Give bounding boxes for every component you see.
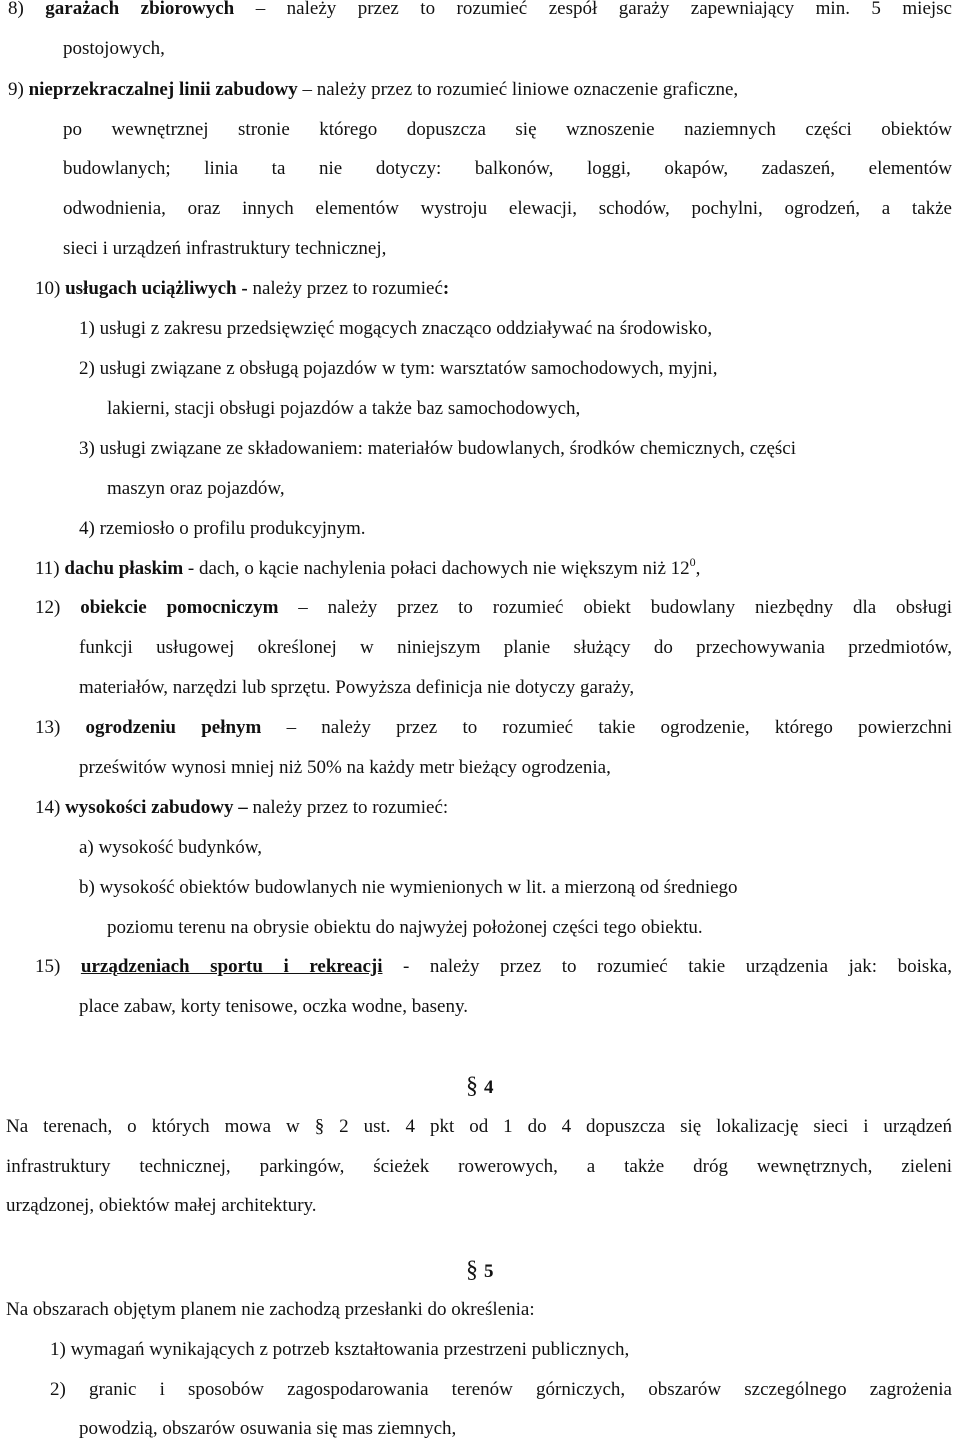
def8-num: 8) xyxy=(8,0,24,19)
def15-line1 xyxy=(35,955,952,979)
section-5-number: 5 xyxy=(484,1261,494,1282)
def9-text: – należy przez to rozumieć liniowe oznaczenie graficzne, xyxy=(297,79,739,100)
def11-term: dachu płaskim xyxy=(64,558,184,579)
def14-item-a-num: a) xyxy=(79,837,94,858)
def9-line1 xyxy=(8,78,738,102)
def10-item4 xyxy=(79,517,366,541)
section-4-sign: § xyxy=(466,1073,478,1099)
def10-item3-text: usługi związane ze składowaniem: materiałów budowlanych, środków chemicznych, części xyxy=(99,438,796,459)
def15-line2: place zabaw, korty tenisowe, oczka wodne, baseny. xyxy=(79,996,468,1017)
section-5-item2-num: 2) xyxy=(50,1379,66,1400)
def11-end: , xyxy=(695,558,701,579)
def13-line2: prześwitów wynosi mniej niż 50% na każdy metr bieżący ogrodzenia, xyxy=(79,757,611,778)
def10-item4-num: 4) xyxy=(79,518,95,539)
def15-num: 15) xyxy=(35,956,61,977)
def11-superscript: 0 xyxy=(689,554,696,569)
def13-text: – należy przez to rozumieć takie ogrodzenie, którego powierzchni xyxy=(261,717,952,738)
def11-line xyxy=(35,554,701,581)
def11-num: 11) xyxy=(35,558,60,579)
def12-term: obiekcie pomocniczym xyxy=(80,597,279,618)
def10-colon: : xyxy=(442,278,450,299)
def9-line2: po wewnętrznej stronie którego dopuszcza się wznoszenie naziemnych części obiektów xyxy=(63,119,952,140)
def14-num: 14) xyxy=(35,797,61,818)
def10-item1-text: usługi z zakresu przedsięwzięć mogących znacząco oddziaływać na środowisko, xyxy=(99,318,713,339)
def12-text: – należy przez to rozumieć obiekt budowlany niezbędny dla obsługi xyxy=(278,597,952,618)
section-4-line3: urządzonej, obiektów małej architektury. xyxy=(6,1195,317,1216)
def12-num: 12) xyxy=(35,597,61,618)
section-4-number: 4 xyxy=(484,1077,494,1098)
def10-item3-num: 3) xyxy=(79,438,95,459)
def14-item-b xyxy=(79,876,738,900)
section-5-item1 xyxy=(50,1338,629,1362)
def10-item2 xyxy=(79,357,717,381)
def14-term: wysokości zabudowy – xyxy=(65,797,248,818)
def10-num: 10) xyxy=(35,278,61,299)
section-5-item2-cont: powodzią, obszarów osuwania się mas ziemnych, xyxy=(79,1418,457,1439)
def9-line3: budowlanych; linia ta nie dotyczy: balkonów, loggi, okapów, zadaszeń, elementów xyxy=(63,158,952,179)
def14-item-b-cont: poziomu terenu na obrysie obiektu do najwyżej położonej części tego obiektu. xyxy=(107,917,703,938)
def8-line1 xyxy=(8,0,952,21)
def13-num: 13) xyxy=(35,717,61,738)
def15-term: urządzeniach sportu i rekreacji xyxy=(80,956,383,977)
def14-line1 xyxy=(35,796,448,820)
def14-text: należy przez to rozumieć: xyxy=(247,797,449,818)
def8-text: – należy przez to rozumieć zespół garaży zapewniający min. 5 miejsc xyxy=(234,0,952,19)
def10-item1-num: 1) xyxy=(79,318,95,339)
def8-term: garażach zbiorowych xyxy=(45,0,235,19)
section-4-line2: infrastruktury technicznej, parkingów, ścieżek rowerowych, a także dróg wewnętrznych, zieleni xyxy=(6,1156,952,1177)
def10-item2-text: usługi związane z obsługą pojazdów w tym: warsztatów samochodowych, myjni, xyxy=(99,358,718,379)
section-4-heading xyxy=(466,1074,494,1100)
section-5-item1-text: wymagań wynikających z potrzeb kształtowania przestrzeni publicznych, xyxy=(70,1339,630,1360)
def14-item-a-text: wysokość budynków, xyxy=(98,837,262,858)
def12-line1 xyxy=(35,596,952,620)
section-4-line1: Na terenach, o których mowa w § 2 ust. 4 pkt od 1 do 4 dopuszcza się lokalizację sieci i urządzeń xyxy=(6,1116,952,1137)
def10-text: należy przez to rozumieć xyxy=(247,278,443,299)
section-5-item2-text: granic i sposobów zagospodarowania terenów górniczych, obszarów szczególnego zagrożenia xyxy=(88,1379,952,1400)
def10-item2-cont: lakierni, stacji obsługi pojazdów a także baz samochodowych, xyxy=(107,398,581,419)
def13-term: ogrodzeniu pełnym xyxy=(85,717,262,738)
def10-item4-text: rzemiosło o profilu produkcyjnym. xyxy=(99,518,366,539)
def13-line1 xyxy=(35,716,952,740)
def9-line4: odwodnienia, oraz innych elementów wystroju elewacji, schodów, pochylni, ogrodzeń, a także xyxy=(63,198,952,219)
def10-item3-cont: maszyn oraz pojazdów, xyxy=(107,478,285,499)
section-5-sign: § xyxy=(466,1257,478,1283)
def8-line2: postojowych, xyxy=(63,38,165,59)
def10-item2-num: 2) xyxy=(79,358,95,379)
section-5-intro: Na obszarach objętym planem nie zachodzą przesłanki do określenia: xyxy=(6,1299,535,1320)
def14-item-b-text: wysokość obiektów budowlanych nie wymienionych w lit. a mierzoną od średniego xyxy=(99,877,738,898)
def11-text: - dach, o kącie nachylenia połaci dachowych nie większym niż 12 xyxy=(183,558,690,579)
def9-line5: sieci i urządzeń infrastruktury technicznej, xyxy=(63,238,387,259)
def14-item-b-num: b) xyxy=(79,877,95,898)
def12-line3: materiałów, narzędzi lub sprzętu. Powyższa definicja nie dotyczy garaży, xyxy=(79,677,635,698)
section-5-item1-num: 1) xyxy=(50,1339,66,1360)
def10-term: usługach uciążliwych - xyxy=(65,278,248,299)
section-5-heading xyxy=(466,1258,494,1284)
def10-line1 xyxy=(35,277,449,301)
section-5-item2 xyxy=(50,1378,952,1402)
def9-num: 9) xyxy=(8,79,24,100)
def15-text: - należy przez to rozumieć takie urządzenia jak: boiska, xyxy=(382,956,952,977)
def10-item1 xyxy=(79,317,712,341)
def12-line2: funkcji usługowej określonej w niniejszym planie służący do przechowywania przedmiotów, xyxy=(79,637,952,658)
def9-term: nieprzekraczalnej linii zabudowy xyxy=(28,79,298,100)
def14-item-a xyxy=(79,836,262,860)
def10-item3 xyxy=(79,437,796,461)
